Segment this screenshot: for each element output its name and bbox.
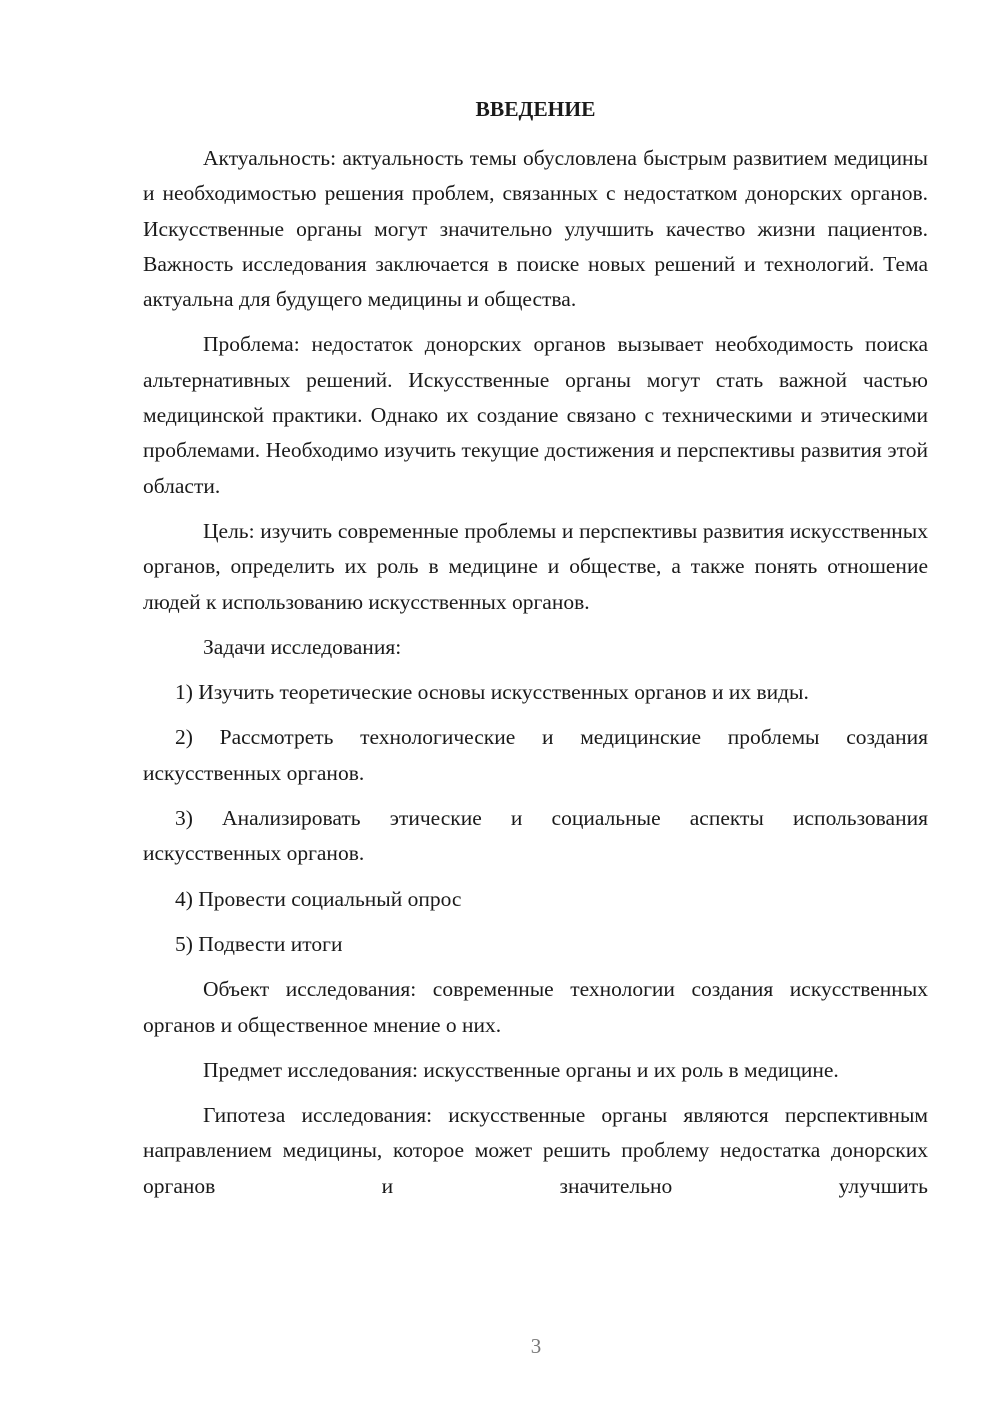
- document-body: [143, 92, 928, 1214]
- page-number: 3: [530, 1334, 542, 1358]
- hypothesis-paragraph: Гипотеза исследования: искусственные органы являются перспективным направлением медицины, которое может решить проблему недостатка донорских органов и значительно улучшить: [143, 1103, 928, 1198]
- goal-paragraph: Цель: изучить современные проблемы и перспективы развития искусственных органов, определить их роль в медицине и обществе, а также понять отношение людей к использованию искусственных органов.: [143, 518, 928, 614]
- task-item-2: 2) Рассмотреть технологические и медицинские проблемы создания искусственных органов.: [143, 725, 928, 785]
- task-item-5: 5) Подвести итоги: [175, 931, 343, 956]
- relevance-paragraph: Актуальность: актуальность темы обусловлена быстрым развитием медицины и необходимостью решения проблем, связанных с недостатком донорских органов. Искусственные органы могут значительно улучшить качество жизни пациентов. Важность исследования заключается в поиске новых решений и технологий. Тема актуальна для будущего медицины и общества.: [143, 146, 928, 312]
- task-item-1: 1) Изучить теоретические основы искусственных органов и их виды.: [175, 680, 809, 705]
- task-item-3: 3) Анализировать этические и социальные аспекты использования искусственных органов.: [143, 806, 928, 866]
- task-item-4: 4) Провести социальный опрос: [175, 886, 462, 911]
- tasks-heading: Задачи исследования:: [203, 634, 402, 659]
- object-paragraph: Объект исследования: современные технологии создания искусственных органов и общественное мнение о них.: [143, 977, 928, 1037]
- subject-paragraph: Предмет исследования: искусственные органы и их роль в медицине.: [203, 1057, 839, 1082]
- problem-paragraph: Проблема: недостаток донорских органов вызывает необходимость поиска альтернативных решений. Искусственные органы могут стать важной частью медицинской практики. Однако их создание связано с техническими и этическими проблемами. Необходимо изучить текущие достижения и перспективы развития этой области.: [143, 332, 928, 498]
- section-heading: ВВЕДЕНИЕ: [475, 97, 596, 121]
